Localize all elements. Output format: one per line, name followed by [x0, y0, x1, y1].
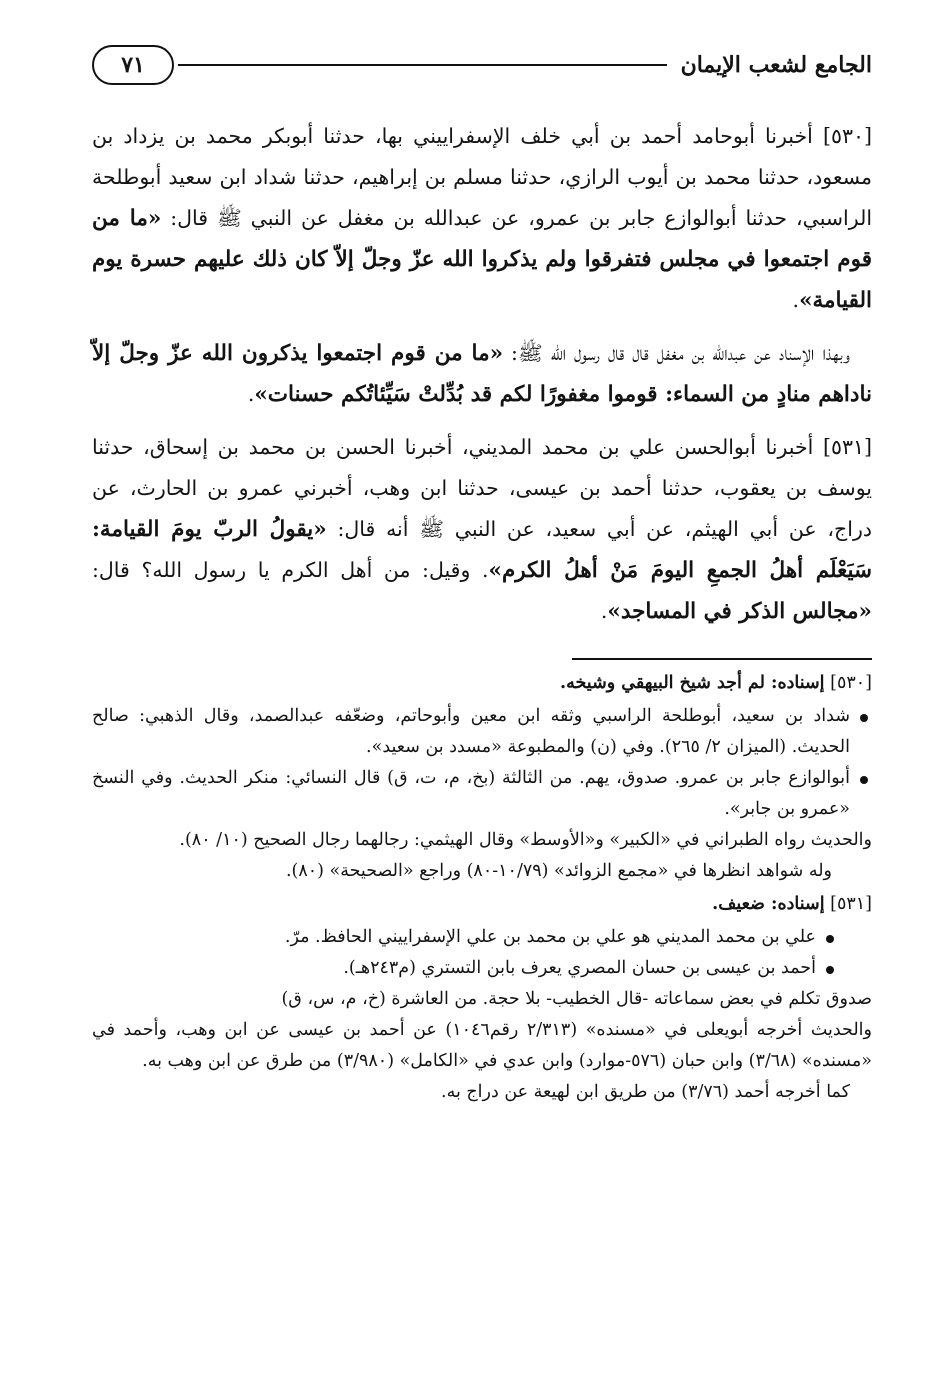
note-530-heading [92, 668, 872, 699]
hadith-isnad: أخبرنا أبوالحسن علي بن محمد المديني، أخبرنا الحسن بن محمد بن إسحاق، حدثنا يوسف بن يعقوب، حدثنا أحمد بن عيسى، حدثنا ابن وهب، أخبرني عمرو بن الحارث، عن دراج، عن أبي الهيثم، عن أبي سعيد، عن النبي ﷺ أنه قال: [92, 435, 872, 541]
hadith-530-second [92, 333, 872, 415]
hadith-matn: «ما من قوم اجتمعوا يذكرون الله عزّ وجلّ إلاّ ناداهم منادٍ من السماء: قوموا مغفورًا لكم قد بُدِّلتْ سَيِّئاتُكم حسنات» [92, 341, 872, 407]
note-531-paragraph-1: صدوق تكلم في بعض سماعاته -قال الخطيب- بلا حجة. من العاشرة (خ، م، س، ق) [281, 989, 872, 1009]
page-header [92, 40, 872, 90]
note-number: [٥٣١] [830, 894, 872, 914]
hadith-matn-answer: «مجالس الذكر في المساجد» [607, 599, 872, 624]
note-530-bullet-2: أبوالوازع جابر بن عمرو. صدوق، يهم. من الثالثة (بخ، م، ت، ق) قال النسائي: منكر الحديث. وفي النسخ «عمرو بن جابر». [92, 763, 872, 825]
hadith-end: . [600, 599, 608, 623]
hadith-531 [92, 427, 872, 632]
note-title: إسناده: لم أجد شيخ البيهقي وشيخه. [560, 673, 825, 693]
hadith-end: . [792, 288, 800, 312]
note-531-paragraph-2: والحديث أخرجه أبويعلى في «مسنده» (٢/٣١٣ رقم١٠٤٦) عن أحمد بن عيسى عن ابن وهب، وأحمد في «مسنده» (٣/٦٨) وابن حبان (٥٧٦-موارد) وابن عدي في «الكامل» (٣/٩٨٠) من طرق عن ابن وهب به. [92, 1020, 872, 1071]
hadith-text: . وقيل: من أهل الكرم يا رسول الله؟ قال: [92, 558, 489, 582]
note-number: [٥٣٠] [830, 673, 872, 693]
note-title: إسناده: ضعيف. [712, 894, 825, 914]
hadith-number: [٥٣١] [822, 435, 872, 459]
note-531-bullet-1: علي بن محمد المديني هو علي بن محمد بن علي الإسفراييني الحافظ. مرّ. [92, 922, 872, 953]
page-number: ٧١ [92, 45, 174, 85]
note-531-heading [92, 889, 872, 920]
hadith-matn: «ما من قوم اجتمعوا في مجلس فتفرقوا ولم يذكروا الله عزّ وجلّ إلاّ كان ذلك عليهم حسرة يوم القيامة» [92, 206, 872, 313]
hadith-matn: «يقولُ الربّ يومَ القيامة: سَيَعْلَم أهلُ الجمعِ اليومَ مَنْ أهلُ الكرم» [92, 517, 873, 583]
running-title: الجامع لشعب الإيمان [680, 52, 872, 78]
footnote-separator [572, 658, 872, 660]
note-530-paragraph-2: وله شواهد انظرها في «مجمع الزوائد» (١٠/٧٩-٨٠) وراجع «الصحيحة» (٨٠). [285, 861, 832, 881]
hadith-isnad: وبهذا الإسناد عن عبدالله بن مغفل قال قال رسول الله ﷺ: [503, 341, 850, 365]
hadith-number: [٥٣٠] [822, 124, 872, 148]
footnotes [92, 668, 872, 1108]
note-531-paragraph-3: كما أخرجه أحمد (٣/٧٦) من طريق ابن لهيعة عن دراج به. [441, 1082, 850, 1102]
main-text [92, 116, 872, 632]
header-rule [178, 64, 667, 66]
book-page [92, 40, 872, 1108]
hadith-isnad: أخبرنا أبوحامد أحمد بن أبي خلف الإسفراييني بها، حدثنا أبوبكر محمد بن يزداد بن مسعود، حدثنا محمد بن أيوب الرازي، حدثنا مسلم بن إبراهيم، حدثنا شداد ابن سعيد أبوطلحة الراسبي، حدثنا أبوالوازع جابر بن عمرو، عن عبدالله بن مغفل عن النبي ﷺ قال: [92, 124, 873, 230]
note-530-paragraph-1: والحديث رواه الطبراني في «الكبير» و«الأوسط» وقال الهيثمي: رجالهما رجال الصحيح (١٠/ ٨٠). [179, 830, 872, 850]
note-530-bullet-1: شداد بن سعيد، أبوطلحة الراسبي وثقه ابن معين وأبوحاتم، وضعّفه عبدالصمد، وقال الذهبي: صالح الحديث. (الميزان ٢/ ٢٦٥). وفي (ن) والمطبوعة «مسدد بن سعيد». [92, 701, 872, 763]
hadith-530 [92, 116, 872, 321]
hadith-end: . [247, 382, 255, 406]
note-531-bullet-2: أحمد بن عيسى بن حسان المصري يعرف بابن التستري (م٢٤٣هـ). [92, 953, 872, 984]
